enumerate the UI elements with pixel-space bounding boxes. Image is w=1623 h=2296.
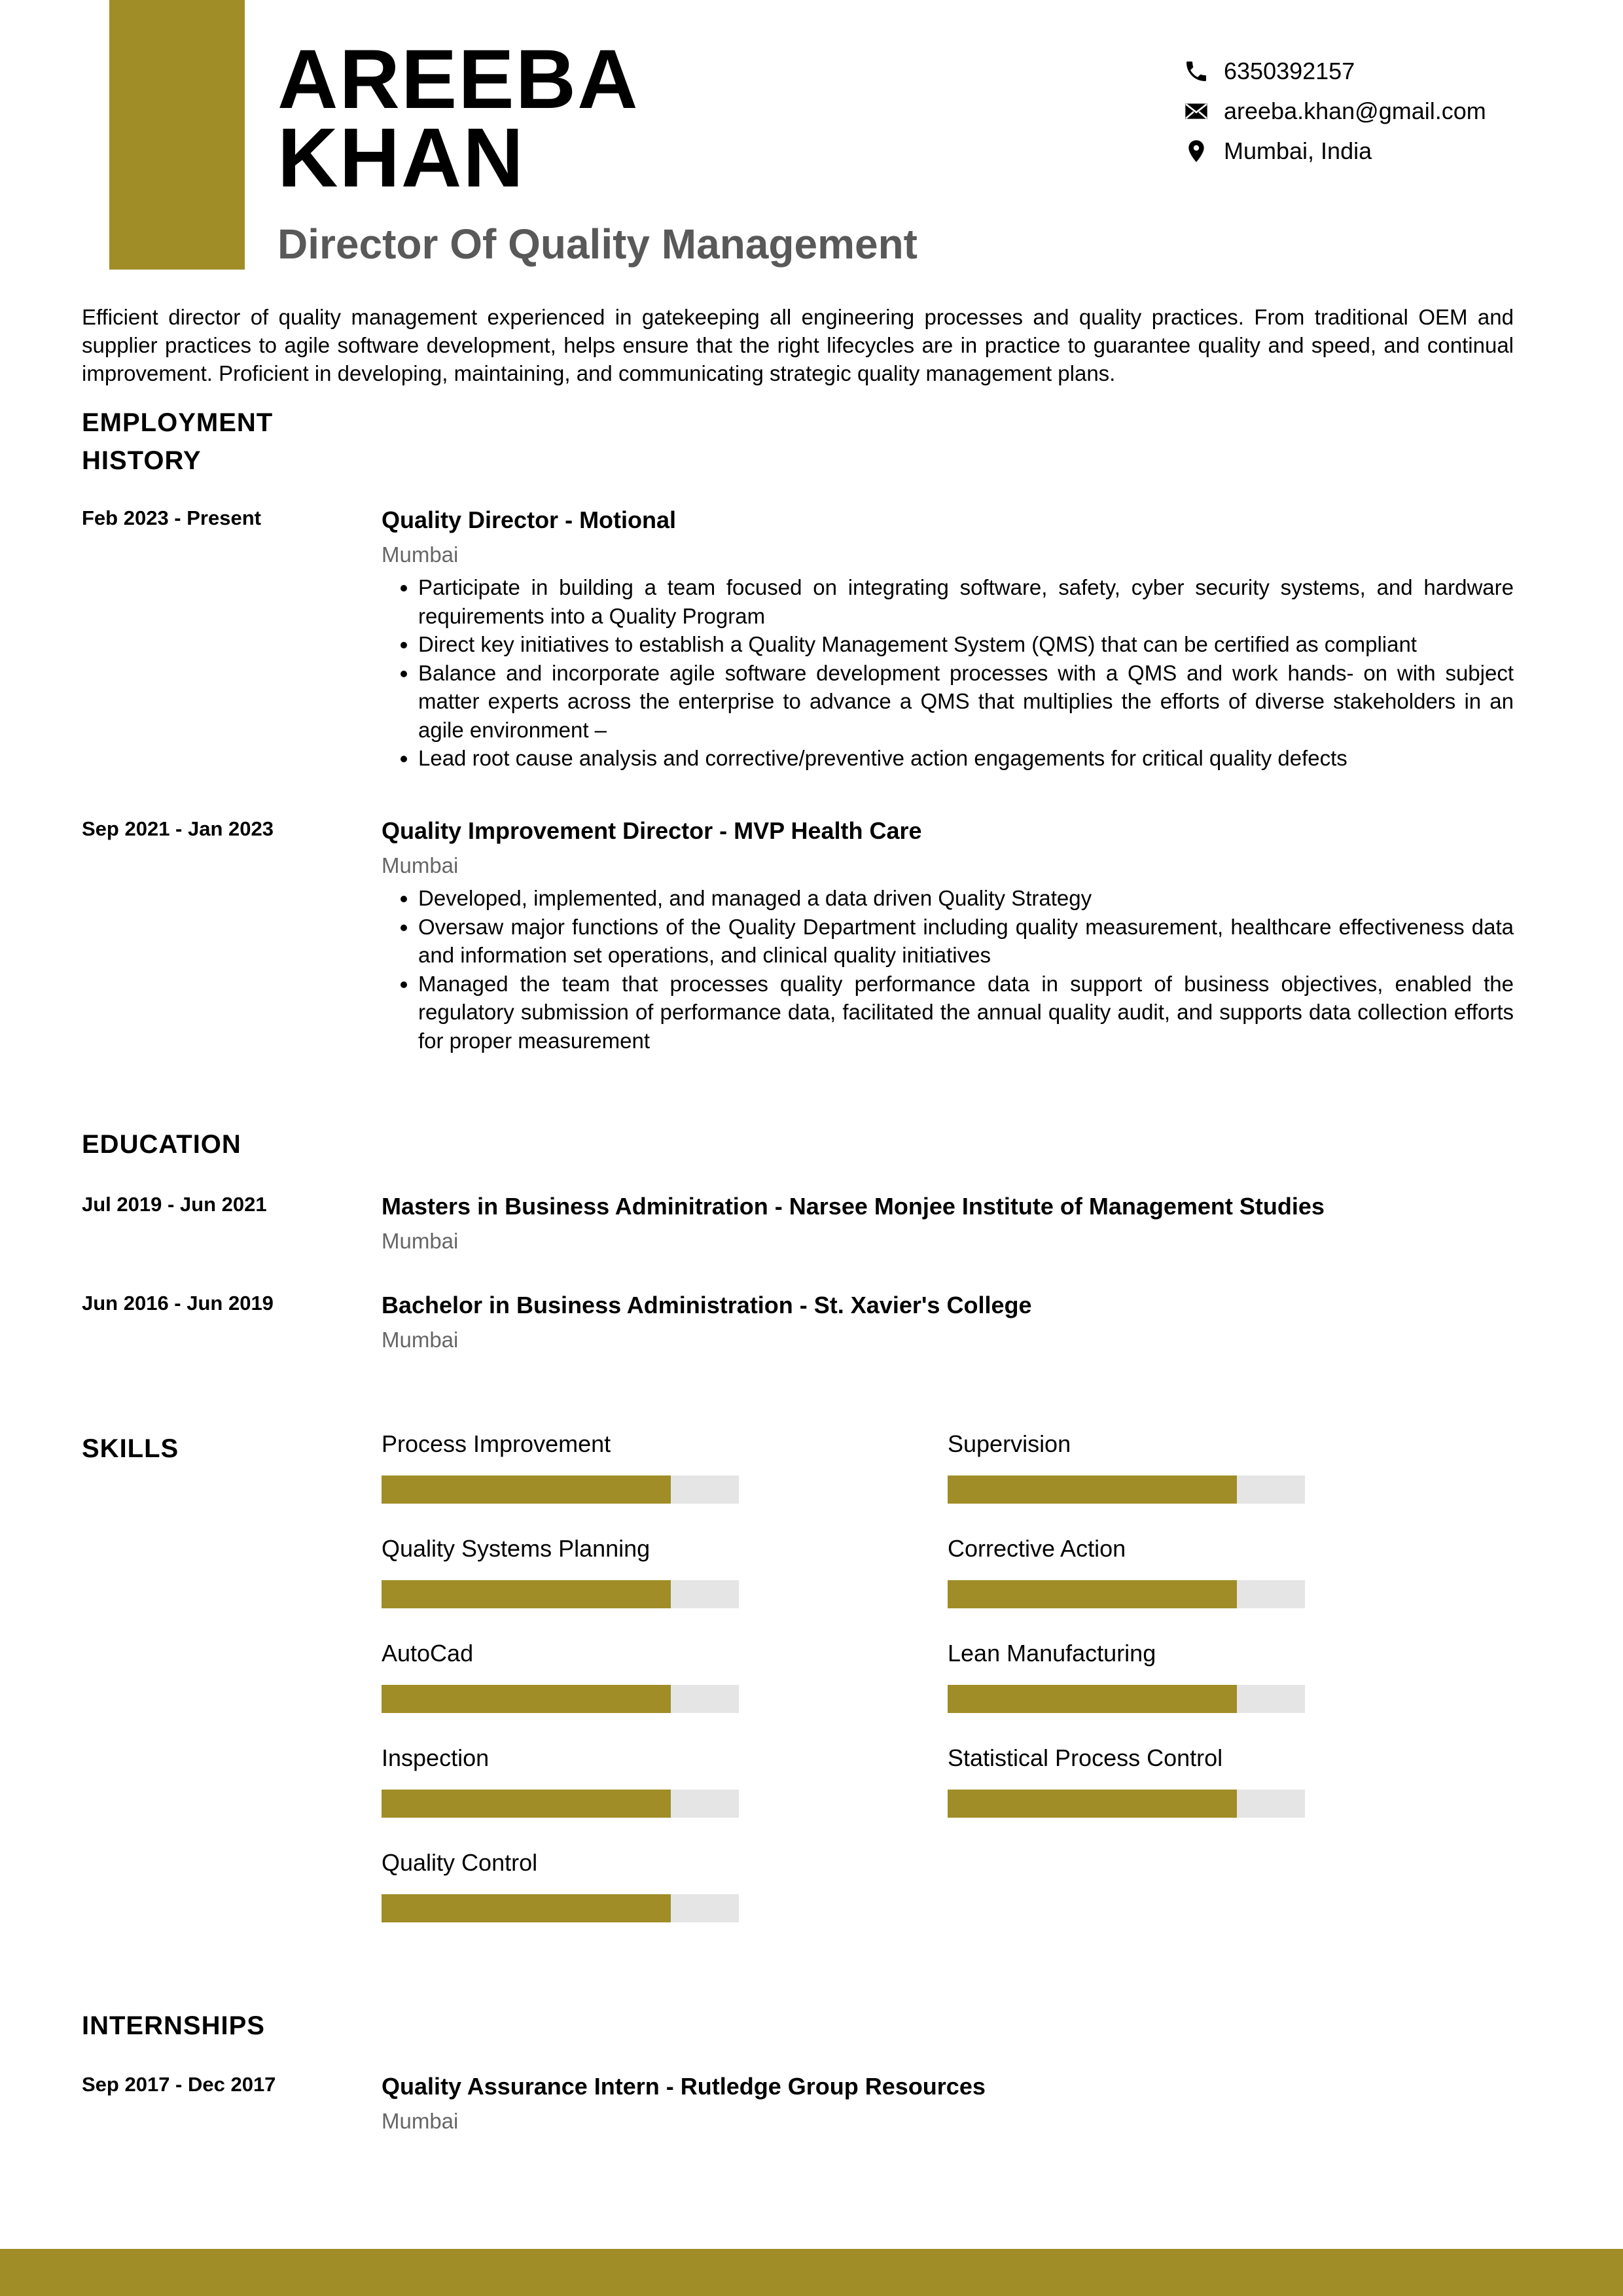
skill-bar — [382, 1580, 739, 1608]
employment-heading — [82, 404, 273, 480]
job-dates: Sep 2021 - Jan 2023 — [82, 817, 274, 840]
job-bullet: • Oversaw major functions of the Quality Department including quality measurement, healthcare effectiveness data and information set operations, and clinical quality initiatives — [418, 913, 1514, 970]
education-degree: Bachelor in Business Administration - St. Xavier's College — [382, 1292, 1032, 1318]
employment-heading-line1: EMPLOYMENT — [82, 408, 274, 437]
skill-name: Inspection — [382, 1744, 490, 1771]
job-bullet: • Developed, implemented, and managed a data driven Quality Strategy — [418, 884, 1514, 913]
location-pin-icon — [1183, 138, 1209, 164]
skill-bar — [382, 1894, 739, 1922]
education-heading: EDUCATION — [82, 1130, 241, 1159]
job-bullet: • Direct key initiatives to establish a Quality Management System (QMS) that can be certified as compliant — [418, 630, 1514, 659]
skill-name: Process Improvement — [382, 1430, 611, 1457]
internships-heading: INTERNSHIPS — [82, 2011, 265, 2040]
job-bullet: • Balance and incorporate agile software development processes with a QMS and work hands- on with subject matter experts across the enterprise to advance a QMS that multiplies the efforts of diverse stakeholders in an agile environment – — [418, 659, 1514, 745]
skill-bar-fill — [382, 1475, 671, 1504]
job-dates: Feb 2023 - Present — [82, 506, 261, 529]
job-title: Director Of Quality Management — [277, 221, 918, 268]
skill-bar — [382, 1685, 739, 1713]
skill-bar — [948, 1475, 1305, 1504]
internship-title-company: Quality Assurance Intern - Rutledge Group Resources — [382, 2073, 986, 2100]
skill-bar — [948, 1790, 1305, 1818]
skill-name: Corrective Action — [948, 1535, 1126, 1562]
skill-name: Supervision — [948, 1430, 1071, 1457]
skill-name: Quality Control — [382, 1849, 538, 1876]
email-address: areeba.khan@gmail.com — [1224, 97, 1486, 124]
internship-location: Mumbai — [382, 2109, 459, 2133]
job-bullets — [382, 884, 1514, 1055]
skill-name: Lean Manufacturing — [948, 1640, 1156, 1667]
contact-phone — [1183, 51, 1524, 91]
skill-item — [948, 1534, 1314, 1608]
skill-bar-fill — [948, 1790, 1237, 1818]
skill-name: Statistical Process Control — [948, 1744, 1223, 1771]
skill-bar-fill — [948, 1580, 1237, 1608]
accent-block — [109, 0, 245, 270]
job-bullets — [382, 573, 1514, 773]
skill-item — [382, 1848, 748, 1922]
skill-bar — [382, 1475, 739, 1504]
skill-bar-fill — [382, 1685, 671, 1713]
job-bullet: • Managed the team that processes quality performance data in support of business objectives, enabled the regulatory submission of performance data, facilitated the annual quality audit, and supports data collection efforts for proper measurement — [418, 970, 1514, 1055]
skill-item — [948, 1744, 1314, 1818]
candidate-name — [277, 33, 639, 205]
phone-number: 6350392157 — [1224, 57, 1355, 84]
phone-icon — [1183, 58, 1209, 84]
skill-item — [382, 1430, 748, 1504]
job-bullet: • Lead root cause analysis and corrective/preventive action engagements for critical quality defects — [418, 744, 1514, 773]
location-text: Mumbai, India — [1224, 137, 1372, 164]
skill-bar-fill — [948, 1685, 1237, 1713]
education-degree: Masters in Business Adminitration - Narsee Monjee Institute of Management Studies — [382, 1193, 1325, 1220]
envelope-icon — [1183, 98, 1209, 124]
skill-bar — [948, 1685, 1305, 1713]
skill-name: AutoCad — [382, 1640, 474, 1667]
job-location: Mumbai — [382, 542, 459, 567]
skill-bar-fill — [382, 1790, 671, 1818]
job-bullet: • Participate in building a team focused on integrating software, safety, cyber security systems, and hardware requirements into a Quality Program — [418, 573, 1514, 630]
skill-item — [948, 1430, 1314, 1504]
skill-bar — [382, 1790, 739, 1818]
internship-dates: Sep 2017 - Dec 2017 — [82, 2073, 276, 2096]
contact-email — [1183, 91, 1524, 131]
education-location: Mumbai — [382, 1229, 459, 1253]
job-location: Mumbai — [382, 853, 459, 877]
skill-item — [948, 1639, 1314, 1713]
contact-info — [1183, 51, 1524, 171]
skill-item — [382, 1534, 748, 1608]
skill-name: Quality Systems Planning — [382, 1535, 651, 1562]
skill-item — [382, 1639, 748, 1713]
footer-band — [0, 2249, 1623, 2296]
skill-bar — [948, 1580, 1305, 1608]
last-name: KHAN — [277, 111, 525, 205]
skill-item — [382, 1744, 748, 1818]
skill-bar-fill — [948, 1475, 1237, 1504]
job-title-company: Quality Director - Motional — [382, 506, 677, 533]
education-dates: Jul 2019 - Jun 2021 — [82, 1193, 267, 1216]
contact-location — [1183, 131, 1524, 171]
education-location: Mumbai — [382, 1328, 459, 1352]
education-dates: Jun 2016 - Jun 2019 — [82, 1292, 274, 1315]
first-name: AREEBA — [277, 33, 639, 126]
skill-bar-fill — [382, 1894, 671, 1922]
employment-heading-line2: HISTORY — [82, 446, 202, 475]
profile-summary: Efficient director of quality management experienced in gatekeeping all engineering processes and quality practices. From traditional OEM and supplier practices to agile software development, helps ensure that the right lifecycles are in practice to guarantee quality and speed, and continual improvement. Proficient in developing, maintaining, and communicating strategic quality management plans. — [82, 305, 1514, 385]
skill-bar-fill — [382, 1580, 671, 1608]
job-title-company: Quality Improvement Director - MVP Health Care — [382, 817, 922, 844]
skills-heading: SKILLS — [82, 1434, 179, 1463]
